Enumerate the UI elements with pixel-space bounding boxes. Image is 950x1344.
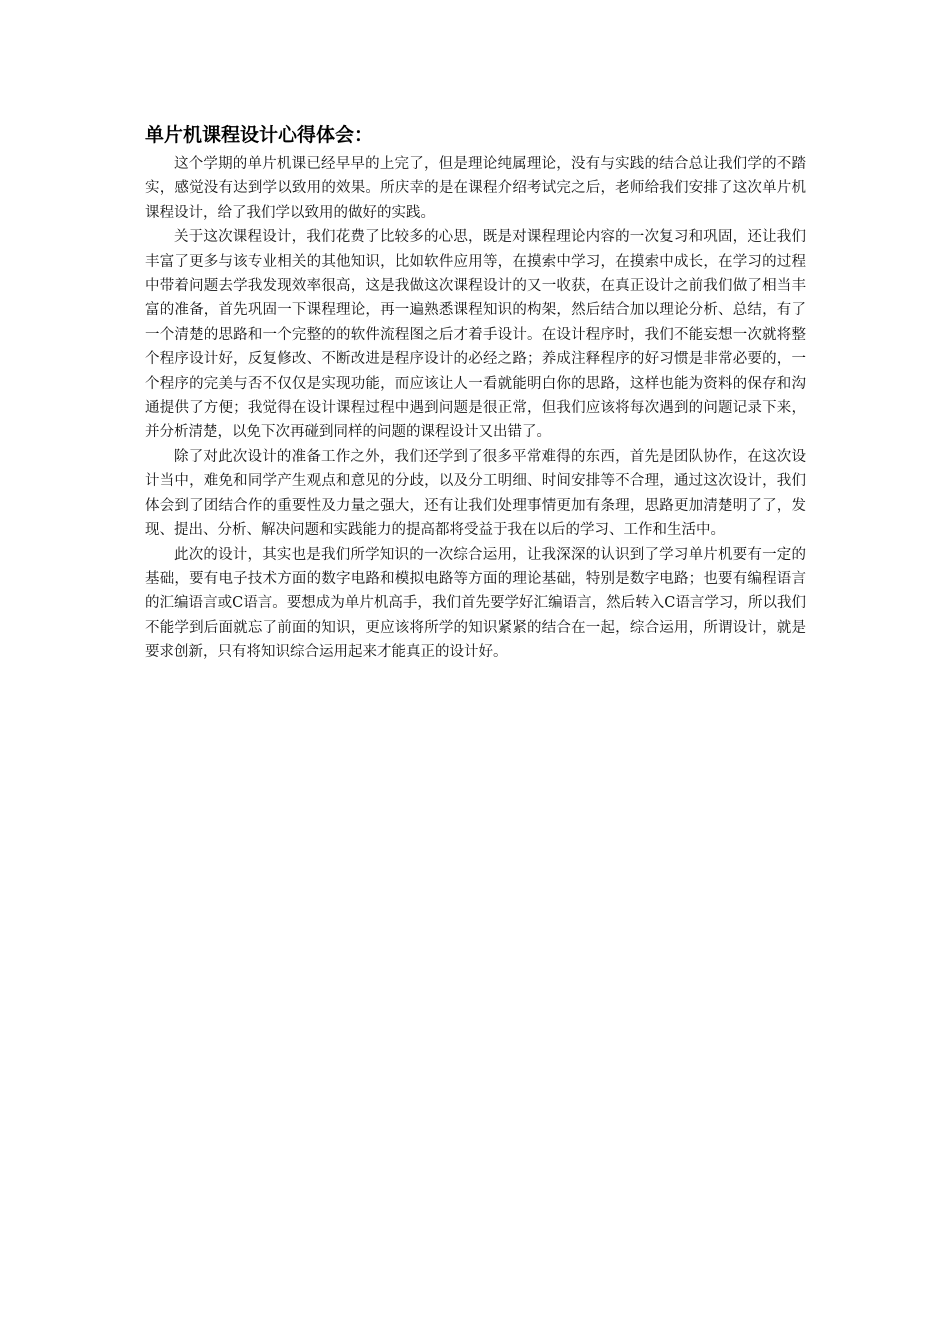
paragraph-4: 此次的设计，其实也是我们所学知识的一次综合运用，让我深深的认识到了学习单片机要有一定的基础，要有电子技术方面的数字电路和模拟电路等方面的理论基础，特别是数字电路；也要有编程语言的汇编语言或C语言。要想成为单片机高手，我们首先要学好汇编语言，然后转入C语言学习，所以我们不能学到后面就忘了前面的知识，更应该将所学的知识紧紧的结合在一起，综合运用，所谓设计，就是要求创新，只有将知识综合运用起来才能真正的设计好。	[145, 546, 806, 661]
paragraph-1: 这个学期的单片机课已经早早的上完了，但是理论纯属理论，没有与实践的结合总让我们学的不踏实，感觉没有达到学以致用的效果。所庆幸的是在课程介绍考试完之后，老师给我们安排了这次单片机课程设计，给了我们学以致用的做好的实践。	[145, 156, 806, 221]
paragraph-3: 除了对此次设计的准备工作之外，我们还学到了很多平常难得的东西，首先是团队协作，在这次设计当中，难免和同学产生观点和意见的分歧，以及分工明细、时间安排等不合理，通过这次设计，我们体会到了团结合作的重要性及力量之强大，还有让我们处理事情更加有条理，思路更加清楚明了了，发现、提出、分析、解决问题和实践能力的提高都将受益于我在以后的学习、工作和生活中。	[145, 448, 806, 539]
document-body	[145, 122, 806, 665]
paragraph-2: 关于这次课程设计，我们花费了比较多的心思，既是对课程理论内容的一次复习和巩固，还让我们丰富了更多与该专业相关的其他知识，比如软件应用等，在摸索中学习，在摸索中成长，在学习的过程中带着问题去学我发现效率很高，这是我做这次课程设计的又一收获，在真正设计之前我们做了相当丰富的准备，首先巩固一下课程理论，再一遍熟悉课程知识的构架，然后结合加以理论分析、总结，有了一个清楚的思路和一个完整的的软件流程图之后才着手设计。在设计程序时，我们不能妄想一次就将整个程序设计好，反复修改、不断改进是程序设计的必经之路；养成注释程序的好习惯是非常必要的，一个程序的完美与否不仅仅是实现功能，而应该让人一看就能明白你的思路，这样也能为资料的保存和沟通提供了方便；我觉得在设计课程过程中遇到问题是很正常，但我们应该将每次遇到的问题记录下来，并分析清楚，以免下次再碰到同样的问题的课程设计又出错了。	[145, 229, 806, 441]
document-title: 单片机课程设计心得体会：	[145, 124, 374, 146]
